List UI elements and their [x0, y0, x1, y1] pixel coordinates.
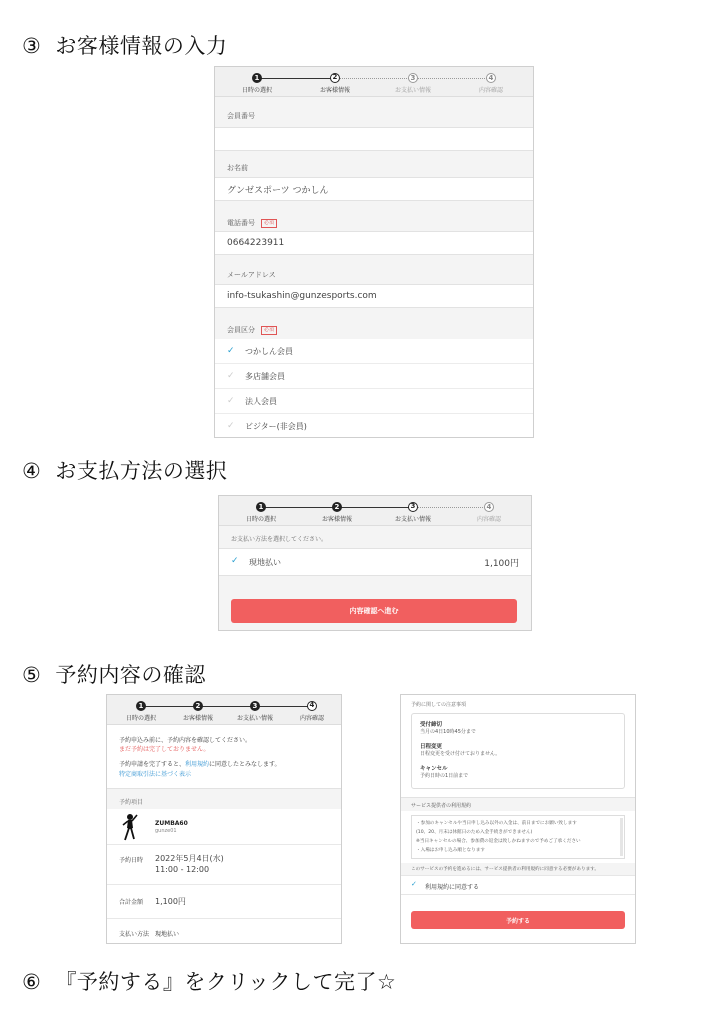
step-2 — [322, 502, 352, 523]
step-label: お支払い情報 — [236, 715, 274, 722]
terms-line: ・参加のキャンセルや当日申し込み以外の入金は、前日までにお願い致します — [416, 821, 577, 826]
notes-box — [411, 713, 625, 789]
terms-line: (10、20、月末は休館日のため入金手続きができません) — [416, 830, 533, 835]
terms-line: ・入場はお申し込み順となります — [416, 848, 485, 853]
section-heading-payment — [22, 455, 227, 485]
payment-method-label: 現地払い — [249, 558, 281, 567]
step-marker: 1 — [252, 73, 262, 83]
item-name: ZUMBA60 — [155, 820, 188, 827]
step-label: お客様情報 — [319, 87, 351, 94]
step-marker: 1 — [256, 502, 266, 512]
step-marker: 3 — [408, 73, 418, 83]
terms-header: サービス提供者の利用規約 — [411, 803, 472, 809]
step-marker: 4 — [484, 502, 494, 512]
change-title: 日程変更 — [420, 744, 443, 750]
check-icon: ✓ — [227, 371, 235, 381]
step-3 — [237, 701, 273, 722]
cancel-text: 予約日時の1日前まで — [420, 773, 469, 779]
check-icon: ✓ — [231, 556, 239, 566]
section-title: 予約内容の確認 — [55, 663, 206, 687]
member-type-option-multi-store[interactable] — [215, 364, 533, 389]
option-label: 法人会員 — [245, 396, 277, 406]
terms-header-bar — [401, 797, 635, 811]
email-input[interactable]: info-tsukashin@gunzesports.com — [215, 284, 533, 308]
terms-line: ※当日キャンセルの場合、参加費の返金は致しかねますので予めご了承ください — [416, 839, 581, 844]
check-icon: ✓ — [227, 396, 235, 406]
change-text: 日程変更を受け付けておりません。 — [420, 751, 501, 757]
step-label: 日時の選択 — [245, 516, 277, 523]
confirm-terms-panel — [400, 694, 636, 944]
step-2 — [183, 701, 213, 722]
reserve-button[interactable]: 予約する — [411, 911, 625, 929]
required-badge: 必須 — [261, 326, 277, 335]
step-3 — [395, 73, 431, 94]
step-label: お客様情報 — [182, 715, 214, 722]
required-badge: 必須 — [261, 219, 277, 228]
agree-label: 利用規約に同意する — [425, 884, 480, 891]
member-type-option-corporate[interactable] — [215, 389, 533, 414]
time-value: 11:00 - 12:00 — [155, 865, 210, 874]
section-number: ⑥ — [22, 970, 42, 994]
check-icon: ✓ — [227, 421, 235, 431]
step-4 — [479, 73, 503, 94]
payment-prompt: お支払い方法を選択してください。 — [231, 536, 328, 543]
step-label: お支払い情報 — [394, 516, 432, 523]
confirm-notice — [107, 725, 341, 789]
progress-stepper — [219, 496, 531, 526]
step-label: 日時の選択 — [125, 715, 157, 722]
reservation-date-row — [107, 845, 341, 885]
check-icon: ✓ — [227, 346, 235, 356]
step-4 — [477, 502, 501, 523]
step-label: 内容確認 — [476, 516, 502, 523]
email-label: メールアドレス — [227, 271, 276, 279]
step-1 — [242, 73, 272, 94]
commerce-law-link[interactable]: 特定商取引法に基づく表示 — [119, 771, 192, 778]
notice-confirm-text: 予約申込み前に、予約内容を確認してください。 — [119, 737, 252, 744]
step-4 — [300, 701, 324, 722]
step-marker: 3 — [250, 701, 260, 711]
section-number: ④ — [22, 459, 42, 483]
payment-price: 1,100円 — [484, 559, 519, 569]
member-type-label — [215, 319, 533, 341]
step-marker: 4 — [307, 701, 317, 711]
payment-option-onsite[interactable] — [219, 548, 531, 576]
date-label: 予約日時 — [119, 857, 144, 864]
total-label: 合計金額 — [119, 899, 144, 906]
section-heading-customer-info — [22, 30, 227, 60]
step-1 — [246, 502, 276, 523]
step-label: お支払い情報 — [394, 87, 432, 94]
section-title: 『予約する』をクリックして完了☆ — [55, 970, 397, 994]
deadline-text: 当月の4日10時45分まで — [420, 729, 476, 735]
date-value: 2022年5月4日(水) — [155, 854, 224, 863]
member-type-option-tsukashin[interactable] — [215, 339, 533, 364]
payment-panel — [218, 495, 532, 631]
step-marker: 4 — [486, 73, 496, 83]
reservation-items — [107, 809, 341, 944]
agree-terms-checkbox[interactable] — [401, 875, 635, 895]
section-title: お客様情報の入力 — [55, 34, 228, 58]
check-icon: ✓ — [411, 880, 417, 888]
step-label: お客様情報 — [321, 516, 353, 523]
total-row — [107, 885, 341, 919]
name-label: お名前 — [227, 164, 248, 172]
step-label: 内容確認 — [478, 87, 504, 94]
reservation-item-row — [107, 809, 341, 845]
terms-notice-bar — [401, 863, 635, 875]
step-2 — [320, 73, 350, 94]
customer-info-panel — [214, 66, 534, 438]
notice-not-complete: まだ予約は完了しておりません。 — [119, 746, 210, 753]
member-type-label-text: 会員区分 — [227, 326, 255, 334]
terms-scroll-box[interactable] — [411, 815, 625, 859]
payment-method-row — [107, 919, 341, 944]
terms-scrollbar[interactable] — [620, 818, 623, 856]
step-marker: 1 — [136, 701, 146, 711]
terms-link[interactable]: 利用規約 — [185, 761, 210, 768]
step-marker: 2 — [193, 701, 203, 711]
notice-terms-post: に同意したとみなします。 — [209, 761, 281, 768]
member-type-option-visitor[interactable] — [215, 414, 533, 438]
deadline-title: 受付締切 — [420, 722, 443, 728]
progress-stepper — [215, 67, 533, 97]
section-title: お支払方法の選択 — [55, 459, 228, 483]
option-label: つかしん会員 — [245, 346, 293, 356]
option-label: 多店舗会員 — [245, 371, 285, 381]
cancel-title: キャンセル — [420, 766, 448, 772]
section-heading-complete — [22, 966, 396, 996]
step-marker: 3 — [408, 502, 418, 512]
item-section-label: 予約項目 — [119, 799, 144, 806]
name-input[interactable]: グンゼスポーツ つかしん — [215, 177, 533, 201]
pay-value: 現地払い — [155, 931, 180, 938]
step-marker: 2 — [332, 502, 342, 512]
member-number-input[interactable] — [215, 127, 533, 151]
step-label: 内容確認 — [299, 715, 325, 722]
confirm-details-panel — [106, 694, 342, 944]
section-number: ③ — [22, 34, 42, 58]
notice-terms — [119, 759, 281, 768]
progress-stepper — [107, 695, 341, 725]
step-marker: 2 — [330, 73, 340, 83]
member-number-label: 会員番号 — [227, 112, 255, 120]
phone-label-text: 電話番号 — [227, 219, 255, 227]
option-label: ビジター(非会員) — [245, 421, 307, 431]
item-sub: gunze01 — [155, 828, 177, 834]
pay-label: 支払い方法 — [119, 931, 150, 938]
proceed-to-confirm-button[interactable]: 内容確認へ進む — [231, 599, 517, 623]
notice-terms-pre: 予約申請を完了すると、 — [119, 761, 186, 768]
phone-input[interactable]: 0664223911 — [215, 231, 533, 255]
total-value: 1,100円 — [155, 897, 186, 906]
section-heading-confirm — [22, 659, 206, 689]
step-3 — [395, 502, 431, 523]
notes-header: 予約に関しての注意事項 — [411, 702, 467, 708]
dancer-icon — [119, 813, 139, 841]
stepper-line — [141, 706, 312, 707]
step-1 — [126, 701, 156, 722]
section-number: ⑤ — [22, 663, 42, 687]
step-label: 日時の選択 — [241, 87, 273, 94]
terms-notice: このサービスの予約を進めるには、サービス提供者の利用規約に同意する必要があります。 — [411, 867, 599, 872]
